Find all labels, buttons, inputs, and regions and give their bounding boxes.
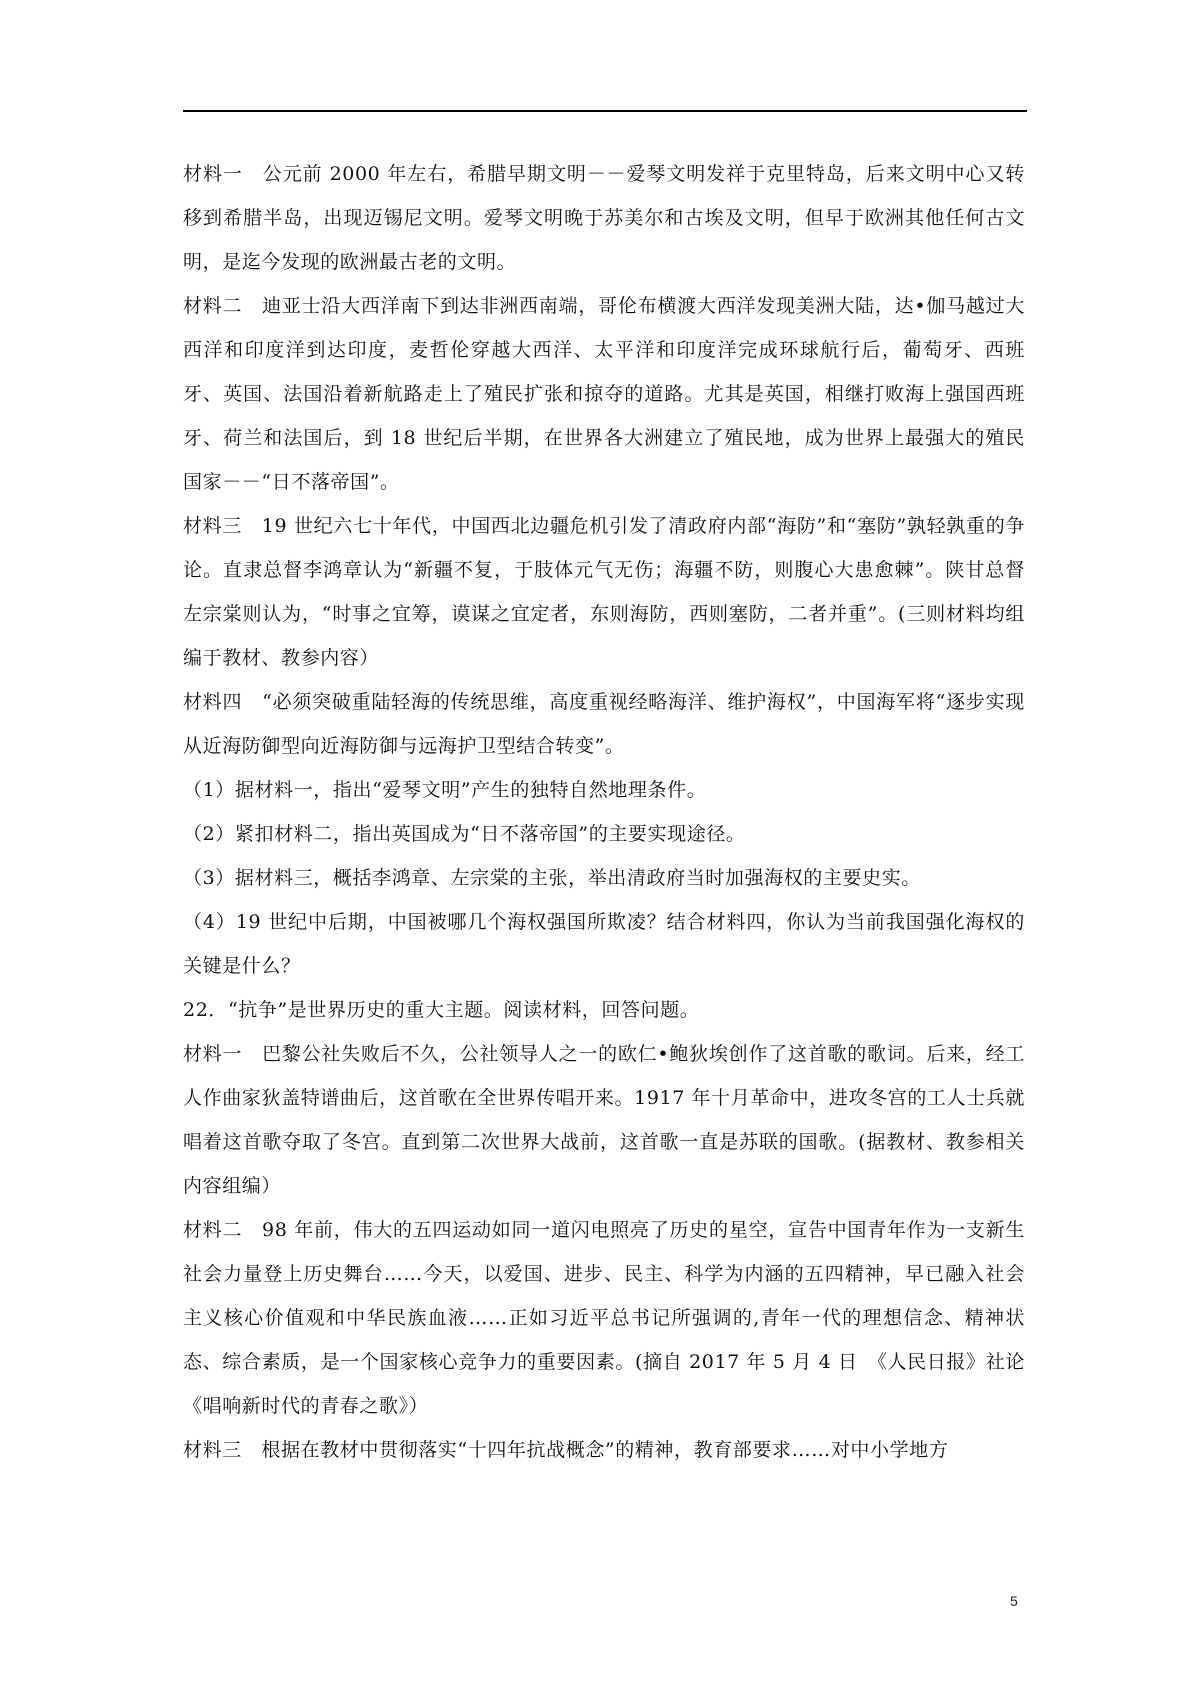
q22-paragraph-material-2: 材料二 98 年前，伟大的五四运动如同一道闪电照亮了历史的星空，宣告中国青年作为一支新生社会力量登上历史舞台……今天，以爱国、进步、民主、科学为内涵的五四精神，早已融入社会主义核心价值观和中华民族血液……正如习近平总书记所强调的,青年一代的理想信念、精神状态、综合素质，是一个国家核心竞争力的重要因素。(摘自 2017 年 5 月 4 日 《人民日报》社论《唱响新时代的青春之歌》） — [183, 1219, 1025, 1417]
question-22-heading: 22．“抗争”是世界历史的重大主题。阅读材料，回答问题。 — [183, 999, 700, 1021]
document-body — [183, 152, 1025, 1472]
header-rule — [183, 110, 1027, 112]
question-3: （3）据材料三，概括李鸿章、左宗棠的主张，举出清政府当时加强海权的主要史实。 — [183, 867, 921, 889]
paragraph-material-4: 材料四 “必须突破重陆轻海的传统思维，高度重视经略海洋、维护海权”，中国海军将“逐步实现从近海防御型向近海防御与远海护卫型结合转变”。 — [183, 691, 1025, 757]
question-2: （2）紧扣材料二，指出英国成为“日不落帝国”的主要实现途径。 — [183, 823, 746, 845]
q22-paragraph-material-1: 材料一 巴黎公社失败后不久，公社领导人之一的欧仁•鲍狄埃创作了这首歌的歌词。后来，经工人作曲家狄盖特谱曲后，这首歌在全世界传唱开来。1917 年十月革命中，进攻冬宫的工人士兵就唱着这首歌夺取了冬宫。直到第二次世界大战前，这首歌一直是苏联的国歌。(据教材、教参相关内容组编） — [183, 1043, 1025, 1197]
question-1: （1）据材料一，指出“爱琴文明”产生的独特自然地理条件。 — [183, 779, 707, 801]
paragraph-material-1: 材料一 公元前 2000 年左右，希腊早期文明－－爱琴文明发祥于克里特岛，后来文明中心又转移到希腊半岛，出现迈锡尼文明。爱琴文明晚于苏美尔和古埃及文明，但早于欧洲其他任何古文明，是迄今发现的欧洲最古老的文明。 — [183, 163, 1025, 273]
question-4: （4）19 世纪中后期，中国被哪几个海权强国所欺凌？结合材料四，你认为当前我国强化海权的关键是什么？ — [183, 911, 1025, 977]
page-number: 5 — [1010, 1593, 1018, 1609]
paragraph-material-2: 材料二 迪亚士沿大西洋南下到达非洲西南端，哥伦布横渡大西洋发现美洲大陆，达•伽马越过大西洋和印度洋到达印度，麦哲伦穿越大西洋、太平洋和印度洋完成环球航行后，葡萄牙、西班牙、英国、法国沿着新航路走上了殖民扩张和掠夺的道路。尤其是英国，相继打败海上强国西班牙、荷兰和法国后，到 18 世纪后半期，在世界各大洲建立了殖民地，成为世界上最强大的殖民国家－－“日不落帝国”。 — [183, 295, 1025, 493]
q22-paragraph-material-3: 材料三 根据在教材中贯彻落实“十四年抗战概念”的精神，教育部要求……对中小学地方 — [183, 1439, 949, 1461]
paragraph-material-3: 材料三 19 世纪六七十年代，中国西北边疆危机引发了清政府内部“海防”和“塞防”孰轻孰重的争论。直隶总督李鸿章认为“新疆不复，于肢体元气无伤；海疆不防，则腹心大患愈棘”。陕甘总督左宗棠则认为，“时事之宜筹，谟谋之宜定者，东则海防，西则塞防，二者并重”。(三则材料均组编于教材、教参内容） — [183, 515, 1025, 669]
